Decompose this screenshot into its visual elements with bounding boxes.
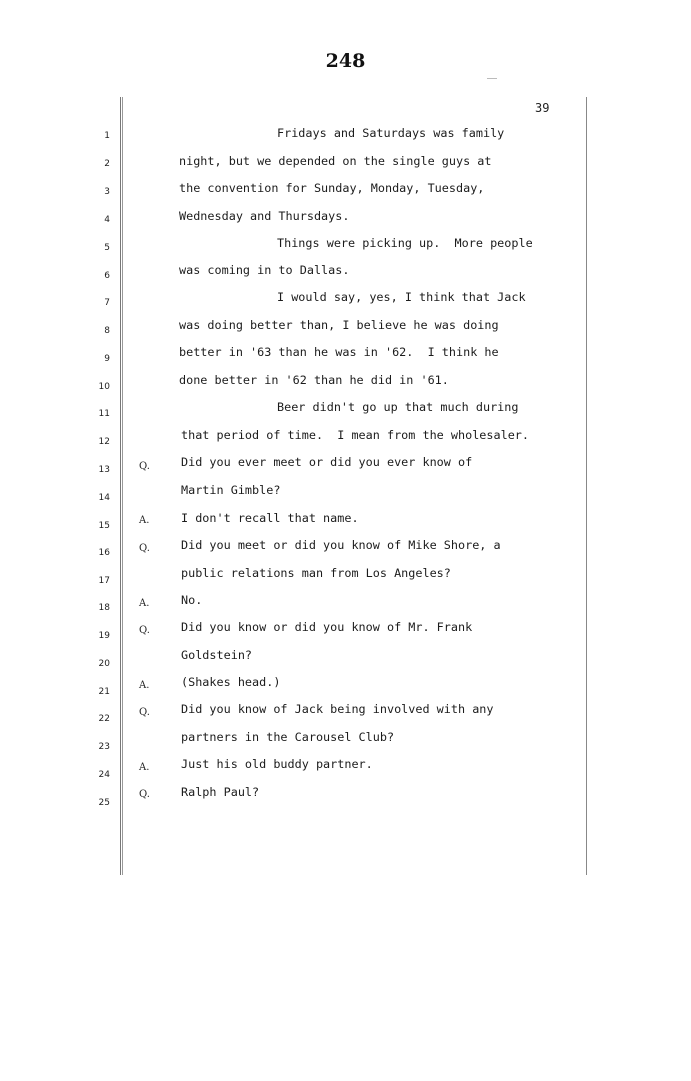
transcript-line: I don't recall that name. bbox=[181, 511, 359, 525]
question-marker: Q. bbox=[139, 625, 150, 636]
transcript-line: that period of time. I mean from the wholesaler. bbox=[181, 428, 530, 442]
transcript-line: partners in the Carousel Club? bbox=[181, 730, 395, 744]
line-number: 16 bbox=[98, 548, 110, 558]
scan-mark bbox=[487, 78, 497, 79]
transcript-line: Did you ever meet or did you ever know of bbox=[181, 455, 473, 469]
line-number: 20 bbox=[98, 659, 110, 669]
question-marker: Q. bbox=[139, 789, 150, 800]
line-number: 8 bbox=[104, 326, 110, 336]
line-number: 4 bbox=[104, 215, 110, 225]
transcript-line: Did you know or did you know of Mr. Frank bbox=[181, 620, 473, 634]
transcript-line: the convention for Sunday, Monday, Tuesday, bbox=[179, 181, 485, 195]
transcript-line: (Shakes head.) bbox=[181, 675, 281, 689]
transcript-line: Did you know of Jack being involved with any bbox=[181, 702, 494, 716]
transcript-line: Fridays and Saturdays was family bbox=[277, 126, 505, 140]
transcript-line: Martin Gimble? bbox=[181, 483, 281, 497]
line-number: 21 bbox=[98, 687, 110, 697]
transcript-line: Ralph Paul? bbox=[181, 785, 260, 799]
question-marker: Q. bbox=[139, 707, 150, 718]
answer-marker: A. bbox=[139, 762, 150, 773]
transcript-line: was doing better than, I believe he was doing bbox=[179, 318, 499, 332]
line-number: 5 bbox=[104, 243, 110, 253]
question-marker: Q. bbox=[139, 461, 150, 472]
line-number: 24 bbox=[98, 770, 110, 780]
line-number: 3 bbox=[104, 187, 110, 197]
left-margin-rule-inner bbox=[122, 97, 123, 875]
transcript-line: Goldstein? bbox=[181, 648, 253, 662]
line-number: 12 bbox=[98, 437, 110, 447]
question-marker: Q. bbox=[139, 543, 150, 554]
line-number: 14 bbox=[98, 493, 110, 503]
line-number: 6 bbox=[104, 271, 110, 281]
transcript-line: night, but we depended on the single guys at bbox=[179, 154, 492, 168]
line-number: 23 bbox=[98, 742, 110, 752]
answer-marker: A. bbox=[139, 598, 150, 609]
right-margin-rule bbox=[586, 97, 587, 875]
answer-marker: A. bbox=[139, 680, 150, 691]
transcript-line: Did you meet or did you know of Mike Shore, a bbox=[181, 538, 501, 552]
transcript-line: public relations man from Los Angeles? bbox=[181, 566, 451, 580]
transcript-line: No. bbox=[181, 593, 203, 607]
line-number: 2 bbox=[104, 159, 110, 169]
line-number: 22 bbox=[98, 714, 110, 724]
transcript-line: Beer didn't go up that much during bbox=[277, 400, 519, 414]
line-number: 18 bbox=[98, 603, 110, 613]
line-number: 15 bbox=[98, 521, 110, 531]
line-number: 7 bbox=[104, 298, 110, 308]
sheet-number: 39 bbox=[535, 101, 550, 115]
line-number: 11 bbox=[98, 409, 110, 419]
page-number: 248 bbox=[325, 50, 366, 72]
transcript-line: better in '63 than he was in '62. I think he bbox=[179, 345, 499, 359]
line-number: 17 bbox=[98, 576, 110, 586]
transcript-line: done better in '62 than he did in '61. bbox=[179, 373, 449, 387]
line-number: 9 bbox=[104, 354, 110, 364]
line-number: 10 bbox=[98, 382, 110, 392]
line-number: 13 bbox=[98, 465, 110, 475]
answer-marker: A. bbox=[139, 515, 150, 526]
transcript-line: Things were picking up. More people bbox=[277, 236, 533, 250]
line-number: 19 bbox=[98, 631, 110, 641]
line-number: 1 bbox=[104, 131, 110, 141]
left-margin-rule bbox=[120, 97, 121, 875]
transcript-line: I would say, yes, I think that Jack bbox=[277, 290, 526, 304]
transcript-line: Wednesday and Thursdays. bbox=[179, 209, 350, 223]
line-number: 25 bbox=[98, 798, 110, 808]
transcript-line: was coming in to Dallas. bbox=[179, 263, 350, 277]
transcript-line: Just his old buddy partner. bbox=[181, 757, 373, 771]
